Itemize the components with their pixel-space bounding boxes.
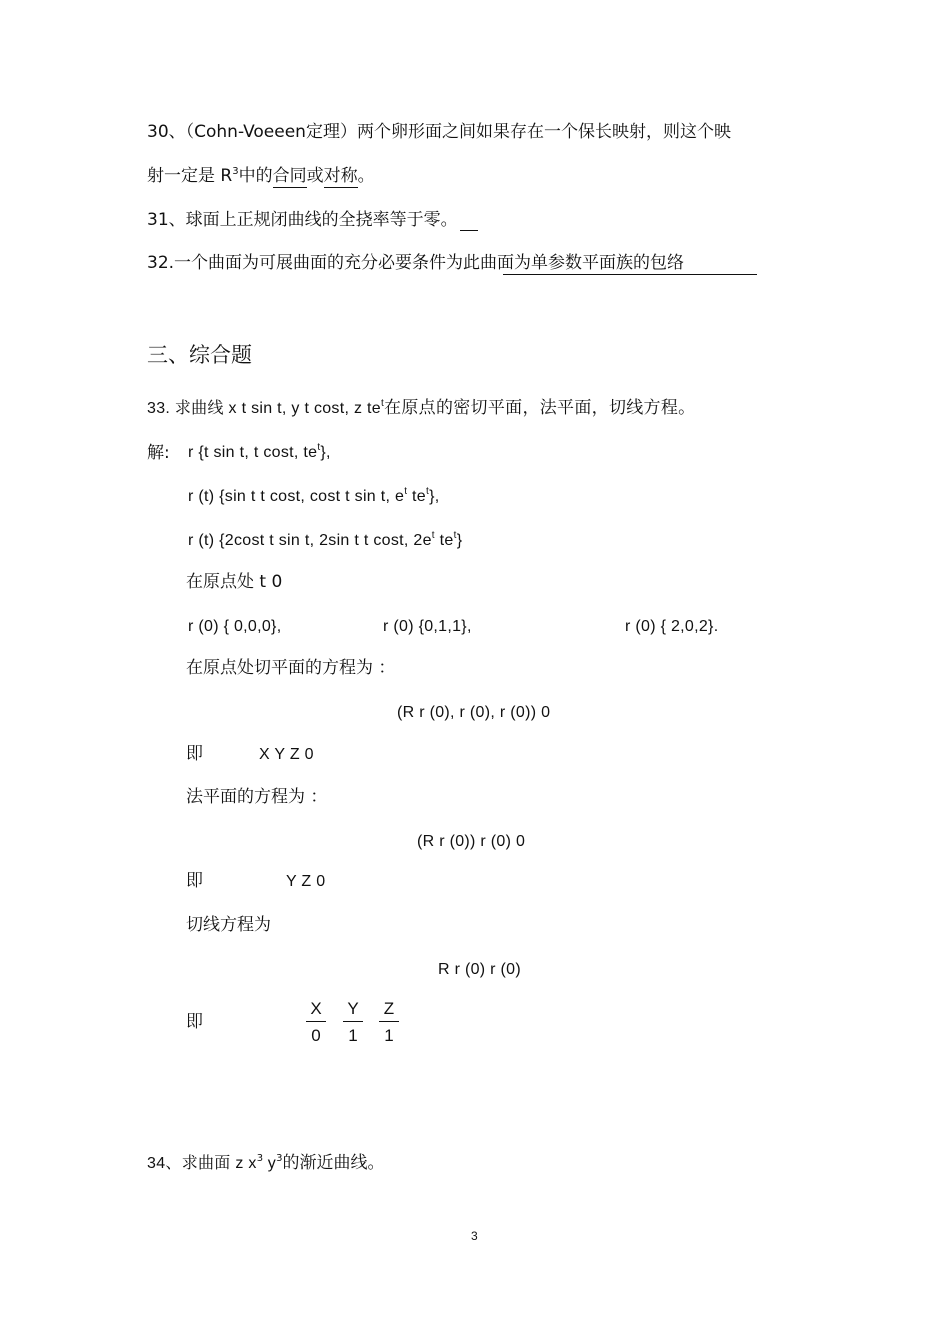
page-number: 3 (471, 1229, 478, 1243)
r2-text: r (t) {2cost t sin t, 2sin t t cost, 2e (188, 532, 432, 549)
solution-label: 解: (147, 443, 170, 463)
r-vector (188, 442, 331, 464)
r2-mid: te (434, 532, 454, 549)
ji-label-2: 即 (186, 871, 203, 891)
question-34 (147, 1152, 384, 1175)
q31-prefix: 31、球面上正规闭曲线的全挠率等于 (147, 210, 424, 230)
r2-sup-1: t (431, 530, 435, 541)
q32-blank-underline (503, 274, 757, 275)
q33-prompt-prefix: 33. 求曲线 x t sin t, y t cost, z te (147, 400, 381, 417)
fraction-z-over-1 (379, 999, 399, 1046)
normal-plane-equation: (R r (0)) r (0) 0 (417, 833, 526, 850)
q34-prefix: 34、求曲面 z x (147, 1155, 257, 1172)
r-second-derivative (188, 530, 462, 552)
ji-label-1: 即 (186, 744, 203, 764)
ji-label-3: 即 (186, 1012, 203, 1032)
q32-prefix: 32.一个曲面为可展曲面的充分必要条件为此 (147, 253, 481, 273)
osculating-plane-label: 在原点处切平面的方程为 ： (186, 658, 396, 678)
value-r2-0: r (0) { 2,0,2}. (625, 618, 719, 635)
q30-middle: 中的 (238, 166, 273, 186)
q30-end: 。 (357, 166, 375, 186)
fraction-y-over-1 (343, 999, 363, 1046)
q32-answer: 曲面为单参数平面族的包络 (480, 253, 685, 273)
fraction-denominator: 0 (311, 1026, 321, 1045)
value-r0: r (0) { 0,0,0}, (188, 618, 282, 635)
r-vector-end: }, (320, 444, 331, 461)
r1-sup-1: t (404, 486, 408, 497)
normal-plane-label: 法平面的方程为 ： (186, 787, 328, 807)
r1-text: r (t) {sin t t cost, cost t sin t, e (188, 488, 405, 505)
r1-mid: te (407, 488, 426, 505)
r1-sup-2: t (426, 486, 430, 497)
q30-answer-1: 合同 (272, 166, 307, 186)
normal-plane-result: Y Z 0 (286, 873, 326, 890)
q33-prompt-superscript: t (380, 398, 385, 409)
section-heading: 三、综合题 (147, 343, 252, 367)
at-origin-text: 在原点处 t 0 (186, 572, 283, 592)
osculating-plane-equation: (R r (0), r (0), r (0)) 0 (397, 704, 551, 721)
r1-end: }, (429, 488, 440, 505)
q31-blank-underline (460, 230, 478, 231)
question-32 (147, 252, 684, 274)
tangent-line-label: 切线方程为 (186, 915, 271, 935)
q30-or: 或 (306, 166, 324, 186)
q31-answer: 零 (423, 210, 441, 230)
tangent-line-equation: R r (0) r (0) (438, 961, 522, 978)
r-vector-sup: t (317, 442, 321, 453)
fraction-denominator: 1 (384, 1026, 394, 1045)
fraction-x-over-0 (306, 999, 326, 1046)
q30-answer-2: 对称 (323, 166, 358, 186)
fraction-numerator: Y (343, 999, 363, 1022)
fraction-numerator: Z (379, 999, 399, 1022)
q34-mid: y (263, 1155, 277, 1172)
q34-suffix: 的渐近曲线。 (282, 1153, 385, 1173)
r2-sup-2: t (453, 530, 457, 541)
q34-sup-1: 3 (256, 1153, 264, 1164)
fraction-denominator: 1 (348, 1026, 358, 1045)
question-31 (147, 209, 458, 231)
q30-superscript: 3 (232, 166, 239, 177)
q33-prompt-suffix: 在原点的密切平面，法平面，切线方程。 (384, 398, 696, 418)
question-30-line-2 (147, 165, 375, 187)
q34-sup-2: 3 (276, 1153, 283, 1164)
fraction-numerator: X (306, 999, 326, 1022)
osculating-plane-result: X Y Z 0 (259, 746, 314, 763)
r-vector-text: r {t sin t, t cost, te (188, 444, 318, 461)
question-30-line-1: 30、（Cohn-Voeeen定理）两个卵形面之间如果存在一个保长映射，则这个映 (147, 122, 731, 142)
r2-end: } (456, 532, 463, 549)
q31-end: 。 (440, 210, 458, 230)
q30-prefix: 射一定是 R (147, 166, 233, 186)
r-first-derivative (188, 486, 439, 508)
question-33-prompt (147, 397, 695, 420)
value-r1-0: r (0) {0,1,1}, (383, 618, 472, 635)
